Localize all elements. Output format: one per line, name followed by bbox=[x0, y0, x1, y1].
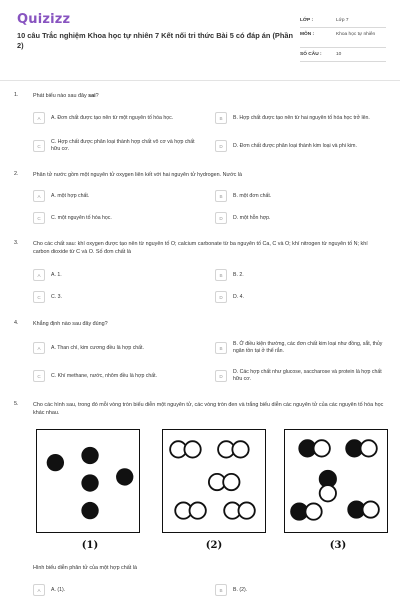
option-b[interactable] bbox=[215, 338, 383, 358]
white-atom bbox=[320, 485, 336, 501]
meta-key: SỐ CÂU : bbox=[300, 52, 322, 57]
option-b[interactable] bbox=[215, 265, 383, 285]
question-text bbox=[33, 92, 385, 100]
option-letter: A bbox=[33, 190, 45, 202]
white-atom bbox=[238, 502, 254, 518]
option-c[interactable] bbox=[33, 287, 201, 307]
figure-3-box bbox=[284, 429, 388, 533]
option-text: C. một nguyên tố hóa học. bbox=[51, 214, 112, 221]
black-atom bbox=[81, 447, 98, 464]
worksheet-title: 10 câu Trắc nghiệm Khoa học tự nhiên 7 Kết nối tri thức Bài 5 có đáp án (Phần 2) bbox=[17, 31, 293, 50]
meta-row-subject bbox=[300, 28, 386, 48]
white-atom bbox=[305, 503, 321, 519]
meta-row-count bbox=[300, 48, 386, 62]
black-atom bbox=[81, 502, 98, 519]
question-text-emphasis: sai bbox=[88, 93, 96, 99]
option-letter: A bbox=[33, 584, 45, 596]
question-number: 1. bbox=[14, 92, 19, 98]
question-text: Cho các hình sau, trong đó mỗi vòng tròn biểu diễn một nguyên tử, các vòng tròn đen và trắng biểu diễn các nguyên tử của các nguyên tố hóa học khác nhau. bbox=[33, 402, 384, 416]
option-letter: D bbox=[215, 212, 227, 224]
figure-2-atoms bbox=[163, 430, 265, 532]
meta-table bbox=[300, 14, 386, 62]
question-text-part: ? bbox=[95, 93, 99, 99]
white-atom bbox=[360, 440, 376, 456]
option-d[interactable] bbox=[215, 366, 383, 386]
option-letter: C bbox=[33, 140, 45, 152]
option-letter: D bbox=[215, 140, 227, 152]
worksheet-header bbox=[0, 0, 400, 80]
option-text: D. Các hợp chất như glucose, saccharose và protein là hợp chất hữu cơ. bbox=[233, 369, 382, 382]
option-b[interactable] bbox=[215, 186, 383, 206]
option-text: A. (1). bbox=[51, 586, 66, 593]
figure-2-caption: (2) bbox=[205, 540, 223, 551]
option-letter: B bbox=[215, 342, 227, 354]
question-text: Cho các chất sau: khí oxygen được tạo nên từ nguyên tố O; calcium carbonate từ ba nguyên tố Ca, C và O; khí nitrogen từ nguyên tố N; khí carbon dioxide từ C và O. Số đơn chất là bbox=[33, 241, 368, 255]
option-text: D. một hỗn hợp. bbox=[233, 214, 271, 221]
question-text-part: Phát biểu nào sau đây bbox=[33, 93, 89, 99]
question-number: 4. bbox=[14, 320, 19, 326]
option-text: B. (2). bbox=[233, 586, 248, 593]
question-text: Khẳng định nào sau đây đúng? bbox=[33, 321, 108, 327]
question-number: 2. bbox=[14, 171, 19, 177]
option-b[interactable] bbox=[215, 108, 383, 128]
option-text: A. Than chì, kim cương đều là hợp chất. bbox=[51, 344, 144, 351]
figure-1-atoms bbox=[37, 430, 139, 532]
option-a[interactable] bbox=[33, 265, 201, 285]
option-d[interactable] bbox=[215, 136, 383, 156]
option-letter: B bbox=[215, 584, 227, 596]
figure-3-caption: (3) bbox=[329, 540, 347, 551]
option-a[interactable] bbox=[33, 580, 201, 600]
option-d[interactable] bbox=[215, 287, 383, 307]
figure-2-box bbox=[162, 429, 266, 533]
option-a[interactable] bbox=[33, 338, 201, 358]
white-atom bbox=[232, 441, 248, 457]
option-text: C. 3. bbox=[51, 293, 62, 300]
option-text: A. Đơn chất được tạo nên từ một nguyên tố hóa học. bbox=[51, 114, 174, 121]
option-b[interactable] bbox=[215, 580, 383, 600]
option-d[interactable] bbox=[215, 208, 383, 228]
white-atom bbox=[184, 441, 200, 457]
white-atom bbox=[363, 501, 379, 517]
figure-1-caption: (1) bbox=[81, 540, 99, 551]
option-c[interactable] bbox=[33, 208, 201, 228]
question-number: 5. bbox=[14, 401, 19, 407]
white-atom bbox=[314, 440, 330, 456]
option-letter: A bbox=[33, 269, 45, 281]
meta-key: MÔN : bbox=[300, 32, 315, 37]
question-text: Phân tử nước gồm một nguyên tử oxygen liên kết với hai nguyên tử hydrogen. Nước là bbox=[33, 172, 243, 178]
white-atom bbox=[223, 474, 239, 490]
meta-row-class bbox=[300, 14, 386, 28]
black-atom bbox=[81, 474, 98, 491]
option-text: D. Đơn chất được phân loại thành kim loại và phi kim. bbox=[233, 142, 357, 149]
meta-value: Lớp 7 bbox=[336, 18, 349, 23]
black-atom bbox=[47, 454, 64, 471]
option-letter: B bbox=[215, 269, 227, 281]
meta-key: LỚP : bbox=[300, 18, 314, 23]
option-text: A. 1. bbox=[51, 271, 62, 278]
question-subtext: Hình biểu diễn phân tử của một hợp chất là bbox=[33, 565, 137, 571]
meta-value: 10 bbox=[336, 52, 342, 57]
option-text: B. Hợp chất được tạo nên từ hai nguyên tố hóa học trở lên. bbox=[233, 114, 370, 121]
option-letter: D bbox=[215, 291, 227, 303]
option-a[interactable] bbox=[33, 108, 201, 128]
header-divider bbox=[0, 80, 400, 81]
option-text: B. một đơn chất. bbox=[233, 192, 272, 199]
option-text: C. Hợp chất được phân loại thành hợp chất vô cơ và hợp chất hữu cơ. bbox=[51, 139, 195, 152]
option-letter: D bbox=[215, 370, 227, 382]
option-c[interactable] bbox=[33, 366, 201, 386]
meta-value: Khoa học tự nhiên bbox=[336, 32, 376, 37]
black-atom bbox=[116, 468, 133, 485]
option-letter: B bbox=[215, 112, 227, 124]
option-text: A. một hợp chất. bbox=[51, 192, 90, 199]
option-text: C. Khí methane, nước, nhôm đều là hợp chất. bbox=[51, 372, 158, 379]
option-letter: B bbox=[215, 190, 227, 202]
white-atom bbox=[190, 502, 206, 518]
option-a[interactable] bbox=[33, 186, 201, 206]
figure-3-atoms bbox=[285, 430, 387, 532]
option-text: B. 2. bbox=[233, 271, 244, 278]
option-text: D. 4. bbox=[233, 293, 244, 300]
option-letter: C bbox=[33, 212, 45, 224]
option-c[interactable] bbox=[33, 136, 201, 156]
option-letter: A bbox=[33, 342, 45, 354]
option-letter: A bbox=[33, 112, 45, 124]
quizizz-logo: Quizizz bbox=[17, 12, 71, 27]
figure-1-box bbox=[36, 429, 140, 533]
option-letter: C bbox=[33, 370, 45, 382]
question-number: 3. bbox=[14, 240, 19, 246]
option-text: B. Ở điều kiện thường, các đơn chất kim loại như đồng, sắt, thủy ngân tồn tại ở thể rắn. bbox=[233, 341, 383, 354]
option-letter: C bbox=[33, 291, 45, 303]
